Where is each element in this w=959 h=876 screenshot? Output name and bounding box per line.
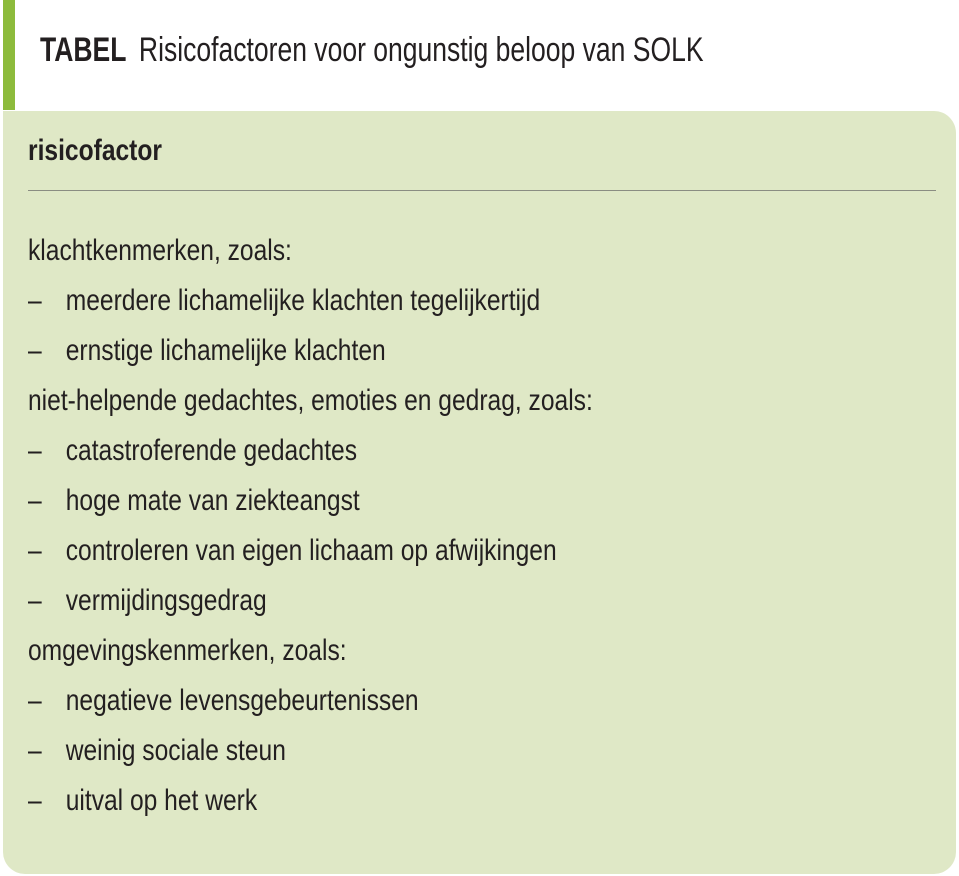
list-item-text: controleren van eigen lichaam op afwijkingen — [65, 534, 557, 567]
list-item-text: meerdere lichamelijke klachten tegelijkertijd — [65, 284, 541, 317]
list-item — [28, 326, 593, 376]
table-title — [40, 26, 704, 74]
title-accent-bar — [3, 0, 15, 110]
list-item-text: ernstige lichamelijke klachten — [65, 334, 386, 367]
list-item-text: vermijdingsgedrag — [65, 584, 267, 617]
dash-bullet: – — [28, 584, 42, 617]
list-item — [28, 726, 593, 776]
list-item — [28, 676, 593, 726]
dash-bullet: – — [28, 534, 42, 567]
table-panel — [3, 111, 956, 874]
list-item — [28, 276, 593, 326]
list-item-text: catastroferende gedachtes — [65, 434, 358, 467]
list-item-text: hoge mate van ziekteangst — [65, 484, 360, 517]
dash-bullet: – — [28, 784, 42, 817]
list-item — [28, 526, 593, 576]
dash-bullet: – — [28, 434, 42, 467]
list-item-text: uitval op het werk — [65, 784, 258, 817]
list-item-text: weinig sociale steun — [65, 734, 286, 767]
list-category — [28, 376, 593, 426]
dash-bullet: – — [28, 734, 42, 767]
dash-bullet: – — [28, 284, 42, 317]
table-title-bar — [0, 0, 959, 110]
column-header: risicofactor — [28, 134, 162, 167]
list-category — [28, 226, 593, 276]
list-item — [28, 476, 593, 526]
list-item — [28, 576, 593, 626]
dash-bullet: – — [28, 484, 42, 517]
header-divider — [28, 190, 936, 191]
list-item-text: omgevingskenmerken, zoals: — [28, 634, 347, 667]
list-category — [28, 626, 593, 676]
dash-bullet: – — [28, 334, 42, 367]
list-item — [28, 776, 593, 826]
dash-bullet: – — [28, 684, 42, 717]
list-item — [28, 426, 593, 476]
list-item-text: niet-helpende gedachtes, emoties en gedrag, zoals: — [28, 384, 593, 417]
risk-factor-list — [28, 226, 717, 826]
table-title-label: TABEL — [40, 31, 127, 69]
list-item-text: negatieve levensgebeurtenissen — [65, 684, 419, 717]
table-title-text: Risicofactoren voor ongunstig beloop van SOLK — [138, 31, 704, 69]
list-item-text: klachtkenmerken, zoals: — [28, 234, 292, 267]
